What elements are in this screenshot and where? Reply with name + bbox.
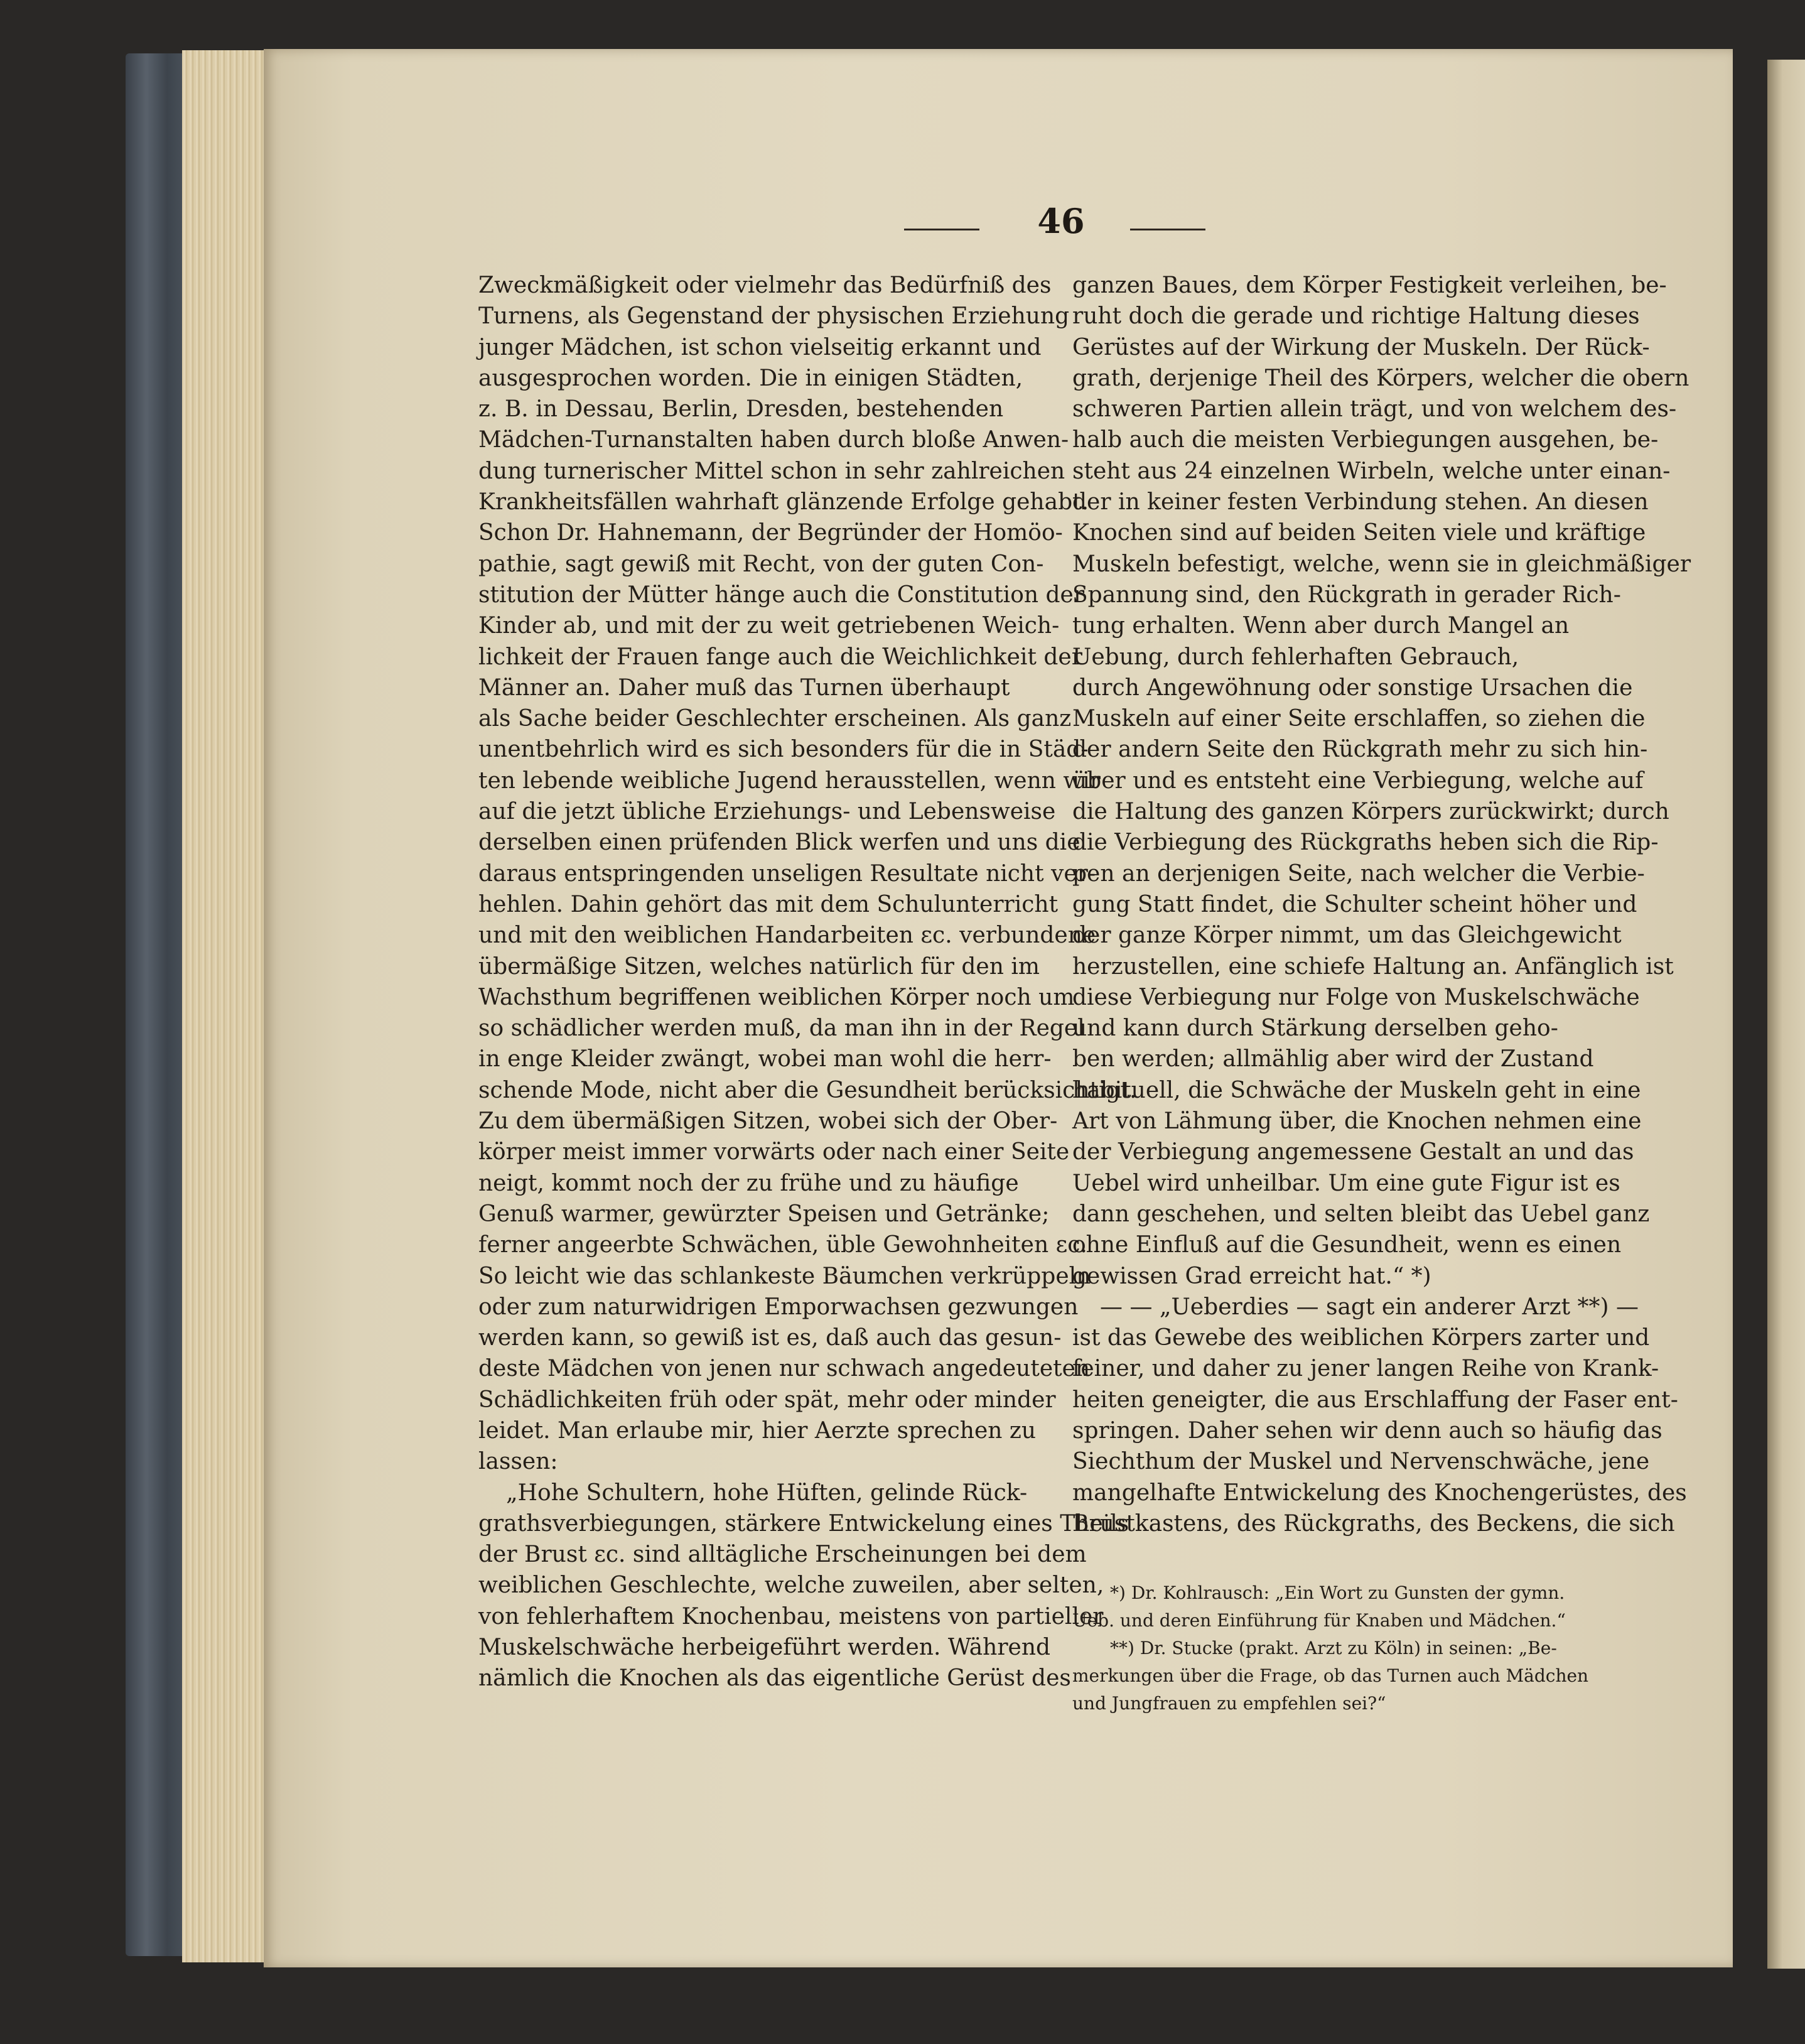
text-line: hehlen. Dahin gehört das mit dem Schulunterricht <box>478 891 1059 917</box>
footnotes <box>1072 1579 1634 1717</box>
text-line: auf die jetzt übliche Erziehungs- und Lebensweise <box>478 799 1056 825</box>
text-line: — — „Ueberdies — sagt ein anderer Arzt **) — <box>1100 1294 1639 1320</box>
text-line: halb auch die meisten Verbiegungen ausgehen, be- <box>1072 427 1659 453</box>
text-line: und Jungfrauen zu empfehlen sei?“ <box>1072 1693 1386 1714</box>
text-line: herzustellen, eine schiefe Haltung an. Anfänglich ist <box>1072 953 1674 980</box>
text-line: *) Dr. Kohlrausch: „Ein Wort zu Gunsten der gymn. <box>1110 1582 1565 1603</box>
text-line: Wachsthum begriffenen weiblichen Körper noch um <box>478 984 1075 1010</box>
text-line: die Verbiegung des Rückgraths heben sich die Rip- <box>1072 830 1659 856</box>
text-line: der Verbiegung angemessene Gestalt an und das <box>1072 1139 1634 1165</box>
text-line: Siechthum der Muskel und Nervenschwäche, jene <box>1072 1449 1650 1475</box>
text-line: nämlich die Knochen als das eigentliche Gerüst des <box>478 1665 1071 1692</box>
text-line: mangelhafte Entwickelung des Knochengerüstes, des <box>1072 1479 1687 1506</box>
text-line: Gerüstes auf der Wirkung der Muskeln. Der Rück- <box>1072 334 1650 360</box>
text-line: tung erhalten. Wenn aber durch Mangel an <box>1072 613 1570 639</box>
text-line: Mädchen-Turnanstalten haben durch bloße Anwen- <box>478 427 1069 453</box>
text-line: und kann durch Stärkung derselben geho- <box>1072 1015 1558 1042</box>
text-line: neigt, kommt noch der zu frühe und zu häufige <box>478 1170 1019 1196</box>
text-line: Muskeln auf einer Seite erschlaffen, so ziehen die <box>1072 706 1646 732</box>
text-line: ferner angeerbte Schwächen, üble Gewohnheiten ɛc. <box>478 1232 1087 1258</box>
text-line: lassen: <box>478 1449 558 1475</box>
text-line: der Brust ɛc. sind alltägliche Erscheinungen bei dem <box>478 1542 1087 1568</box>
text-line: dung turnerischer Mittel schon in sehr zahlreichen <box>478 458 1065 484</box>
text-line: ist das Gewebe des weiblichen Körpers zarter und <box>1072 1325 1650 1351</box>
text-line: grath, derjenige Theil des Körpers, welcher die obern <box>1072 365 1689 391</box>
text-line: schende Mode, nicht aber die Gesundheit berücksichtigt. <box>478 1077 1137 1103</box>
text-line: diese Verbiegung nur Folge von Muskelschwäche <box>1072 984 1640 1010</box>
text-line: Zu dem übermäßigen Sitzen, wobei sich der Ober- <box>478 1108 1058 1135</box>
text-line: in enge Kleider zwängt, wobei man wohl die herr- <box>478 1046 1052 1073</box>
text-line: ohne Einfluß auf die Gesundheit, wenn es einen <box>1072 1232 1622 1258</box>
text-line: merkungen über die Frage, ob das Turnen auch Mädchen <box>1072 1665 1589 1686</box>
text-line: werden kann, so gewiß ist es, daß auch das gesun- <box>478 1325 1062 1351</box>
text-line: Knochen sind auf beiden Seiten viele und kräftige <box>1072 520 1646 546</box>
text-line: Schon Dr. Hahnemann, der Begründer der Homöo- <box>478 520 1063 546</box>
text-line: pen an derjenigen Seite, nach welcher die Verbie- <box>1072 860 1645 887</box>
text-line: als Sache beider Geschlechter erscheinen. Als ganz <box>478 706 1072 732</box>
text-line: und mit den weiblichen Handarbeiten ɛc. verbundene <box>478 922 1096 949</box>
right-text-column <box>1072 270 1691 1539</box>
text-line: oder zum naturwidrigen Emporwachsen gezwungen <box>478 1294 1079 1320</box>
text-line: ganzen Baues, dem Körper Festigkeit verleihen, be- <box>1072 273 1667 298</box>
text-line: Brustkastens, des Rückgraths, des Beckens, die sich <box>1072 1510 1675 1537</box>
text-line: lichkeit der Frauen fange auch die Weichlichkeit der <box>478 644 1082 670</box>
text-line: junger Mädchen, ist schon vielseitig erkannt und <box>478 334 1042 360</box>
text-line: Männer an. Daher muß das Turnen überhaupt <box>478 674 1010 701</box>
facing-page-edge <box>1767 60 1805 1969</box>
text-line: Ueb. und deren Einführung für Knaben und Mädchen.“ <box>1072 1610 1566 1631</box>
page-stack-edges <box>182 50 276 1962</box>
text-line: **) Dr. Stucke (prakt. Arzt zu Köln) in seinen: „Be- <box>1110 1638 1557 1658</box>
text-line: Turnens, als Gegenstand der physischen Erziehung <box>478 303 1070 330</box>
text-line: Kinder ab, und mit der zu weit getriebenen Weich- <box>478 613 1060 639</box>
text-line: heiten geneigter, die aus Erschlaffung der Faser ent- <box>1072 1387 1678 1413</box>
text-line: Zweckmäßigkeit oder vielmehr das Bedürfniß des <box>478 273 1052 298</box>
text-line: daraus entspringenden unseligen Resultate nicht ver- <box>478 860 1096 887</box>
text-line: gung Statt findet, die Schulter scheint höher und <box>1072 891 1637 917</box>
text-line: Schädlichkeiten früh oder spät, mehr oder minder <box>478 1387 1056 1413</box>
text-line: so schädlicher werden muß, da man ihn in der Regel <box>478 1015 1085 1042</box>
text-line: ben werden; allmählig aber wird der Zustand <box>1072 1046 1594 1073</box>
left-text-column <box>478 270 1137 1694</box>
text-line: unentbehrlich wird es sich besonders für die in Städ- <box>478 737 1089 763</box>
text-line: übermäßige Sitzen, welches natürlich für den im <box>478 953 1040 980</box>
text-line: So leicht wie das schlankeste Bäumchen verkrüppeln <box>478 1263 1091 1289</box>
text-line: pathie, sagt gewiß mit Recht, von der guten Con- <box>478 551 1044 577</box>
text-line: Uebung, durch fehlerhaften Gebrauch, <box>1072 644 1519 670</box>
text-line: feiner, und daher zu jener langen Reihe von Krank- <box>1072 1356 1659 1382</box>
text-line: „Hohe Schultern, hohe Hüften, gelinde Rück- <box>506 1479 1028 1506</box>
text-line: der ganze Körper nimmt, um das Gleichgewicht <box>1072 922 1622 949</box>
text-line: habituell, die Schwäche der Muskeln geht in eine <box>1072 1077 1641 1103</box>
text-line: Uebel wird unheilbar. Um eine gute Figur ist es <box>1072 1170 1620 1196</box>
text-line: Muskelschwäche herbeigeführt werden. Während <box>478 1635 1051 1661</box>
text-line: steht aus 24 einzelnen Wirbeln, welche unter einan- <box>1072 458 1671 484</box>
text-line: gewissen Grad erreicht hat.“ *) <box>1072 1263 1431 1289</box>
header-rule-right <box>1130 229 1205 230</box>
text-line: springen. Daher sehen wir denn auch so häufig das <box>1072 1417 1662 1444</box>
text-line: Spannung sind, den Rückgrath in gerader Rich- <box>1072 581 1621 608</box>
text-line: Muskeln befestigt, welche, wenn sie in gleichmäßiger <box>1072 551 1691 577</box>
text-line: ten lebende weibliche Jugend herausstellen, wenn wir <box>478 767 1101 794</box>
text-line: über und es entsteht eine Verbiegung, welche auf <box>1072 767 1644 794</box>
text-line: schweren Partien allein trägt, und von welchem des- <box>1072 396 1677 423</box>
text-line: ruht doch die gerade und richtige Haltung dieses <box>1072 303 1640 330</box>
text-line: von fehlerhaftem Knochenbau, meistens von partieller <box>478 1603 1104 1630</box>
text-line: durch Angewöhnung oder sonstige Ursachen die <box>1072 674 1633 701</box>
text-line: deste Mädchen von jenen nur schwach angedeuteten <box>478 1356 1091 1382</box>
text-line: Art von Lähmung über, die Knochen nehmen eine <box>1072 1108 1642 1135</box>
text-line: grathsverbiegungen, stärkere Entwickelung eines Theils <box>478 1510 1129 1537</box>
page-header <box>904 201 1218 251</box>
header-rule-left <box>904 229 979 230</box>
text-line: der in keiner festen Verbindung stehen. An diesen <box>1072 489 1649 516</box>
text-line: z. B. in Dessau, Berlin, Dresden, bestehenden <box>478 396 1004 423</box>
text-line: Genuß warmer, gewürzter Speisen und Getränke; <box>478 1201 1050 1227</box>
text-line: leidet. Man erlaube mir, hier Aerzte sprechen zu <box>478 1417 1037 1444</box>
text-line: die Haltung des ganzen Körpers zurückwirkt; durch <box>1072 799 1669 825</box>
text-line: ausgesprochen worden. Die in einigen Städten, <box>478 365 1023 391</box>
text-line: dann geschehen, und selten bleibt das Uebel ganz <box>1072 1201 1650 1227</box>
text-line: Krankheitsfällen wahrhaft glänzende Erfolge gehabt. <box>478 489 1089 516</box>
page-number: 46 <box>1037 201 1085 241</box>
text-line: stitution der Mütter hänge auch die Constitution der <box>478 581 1085 608</box>
text-line: weiblichen Geschlechte, welche zuweilen, aber selten, <box>478 1572 1104 1599</box>
text-line: körper meist immer vorwärts oder nach einer Seite <box>478 1139 1070 1165</box>
text-line: derselben einen prüfenden Blick werfen und uns die <box>478 830 1080 856</box>
text-line: der andern Seite den Rückgrath mehr zu sich hin- <box>1072 737 1648 763</box>
